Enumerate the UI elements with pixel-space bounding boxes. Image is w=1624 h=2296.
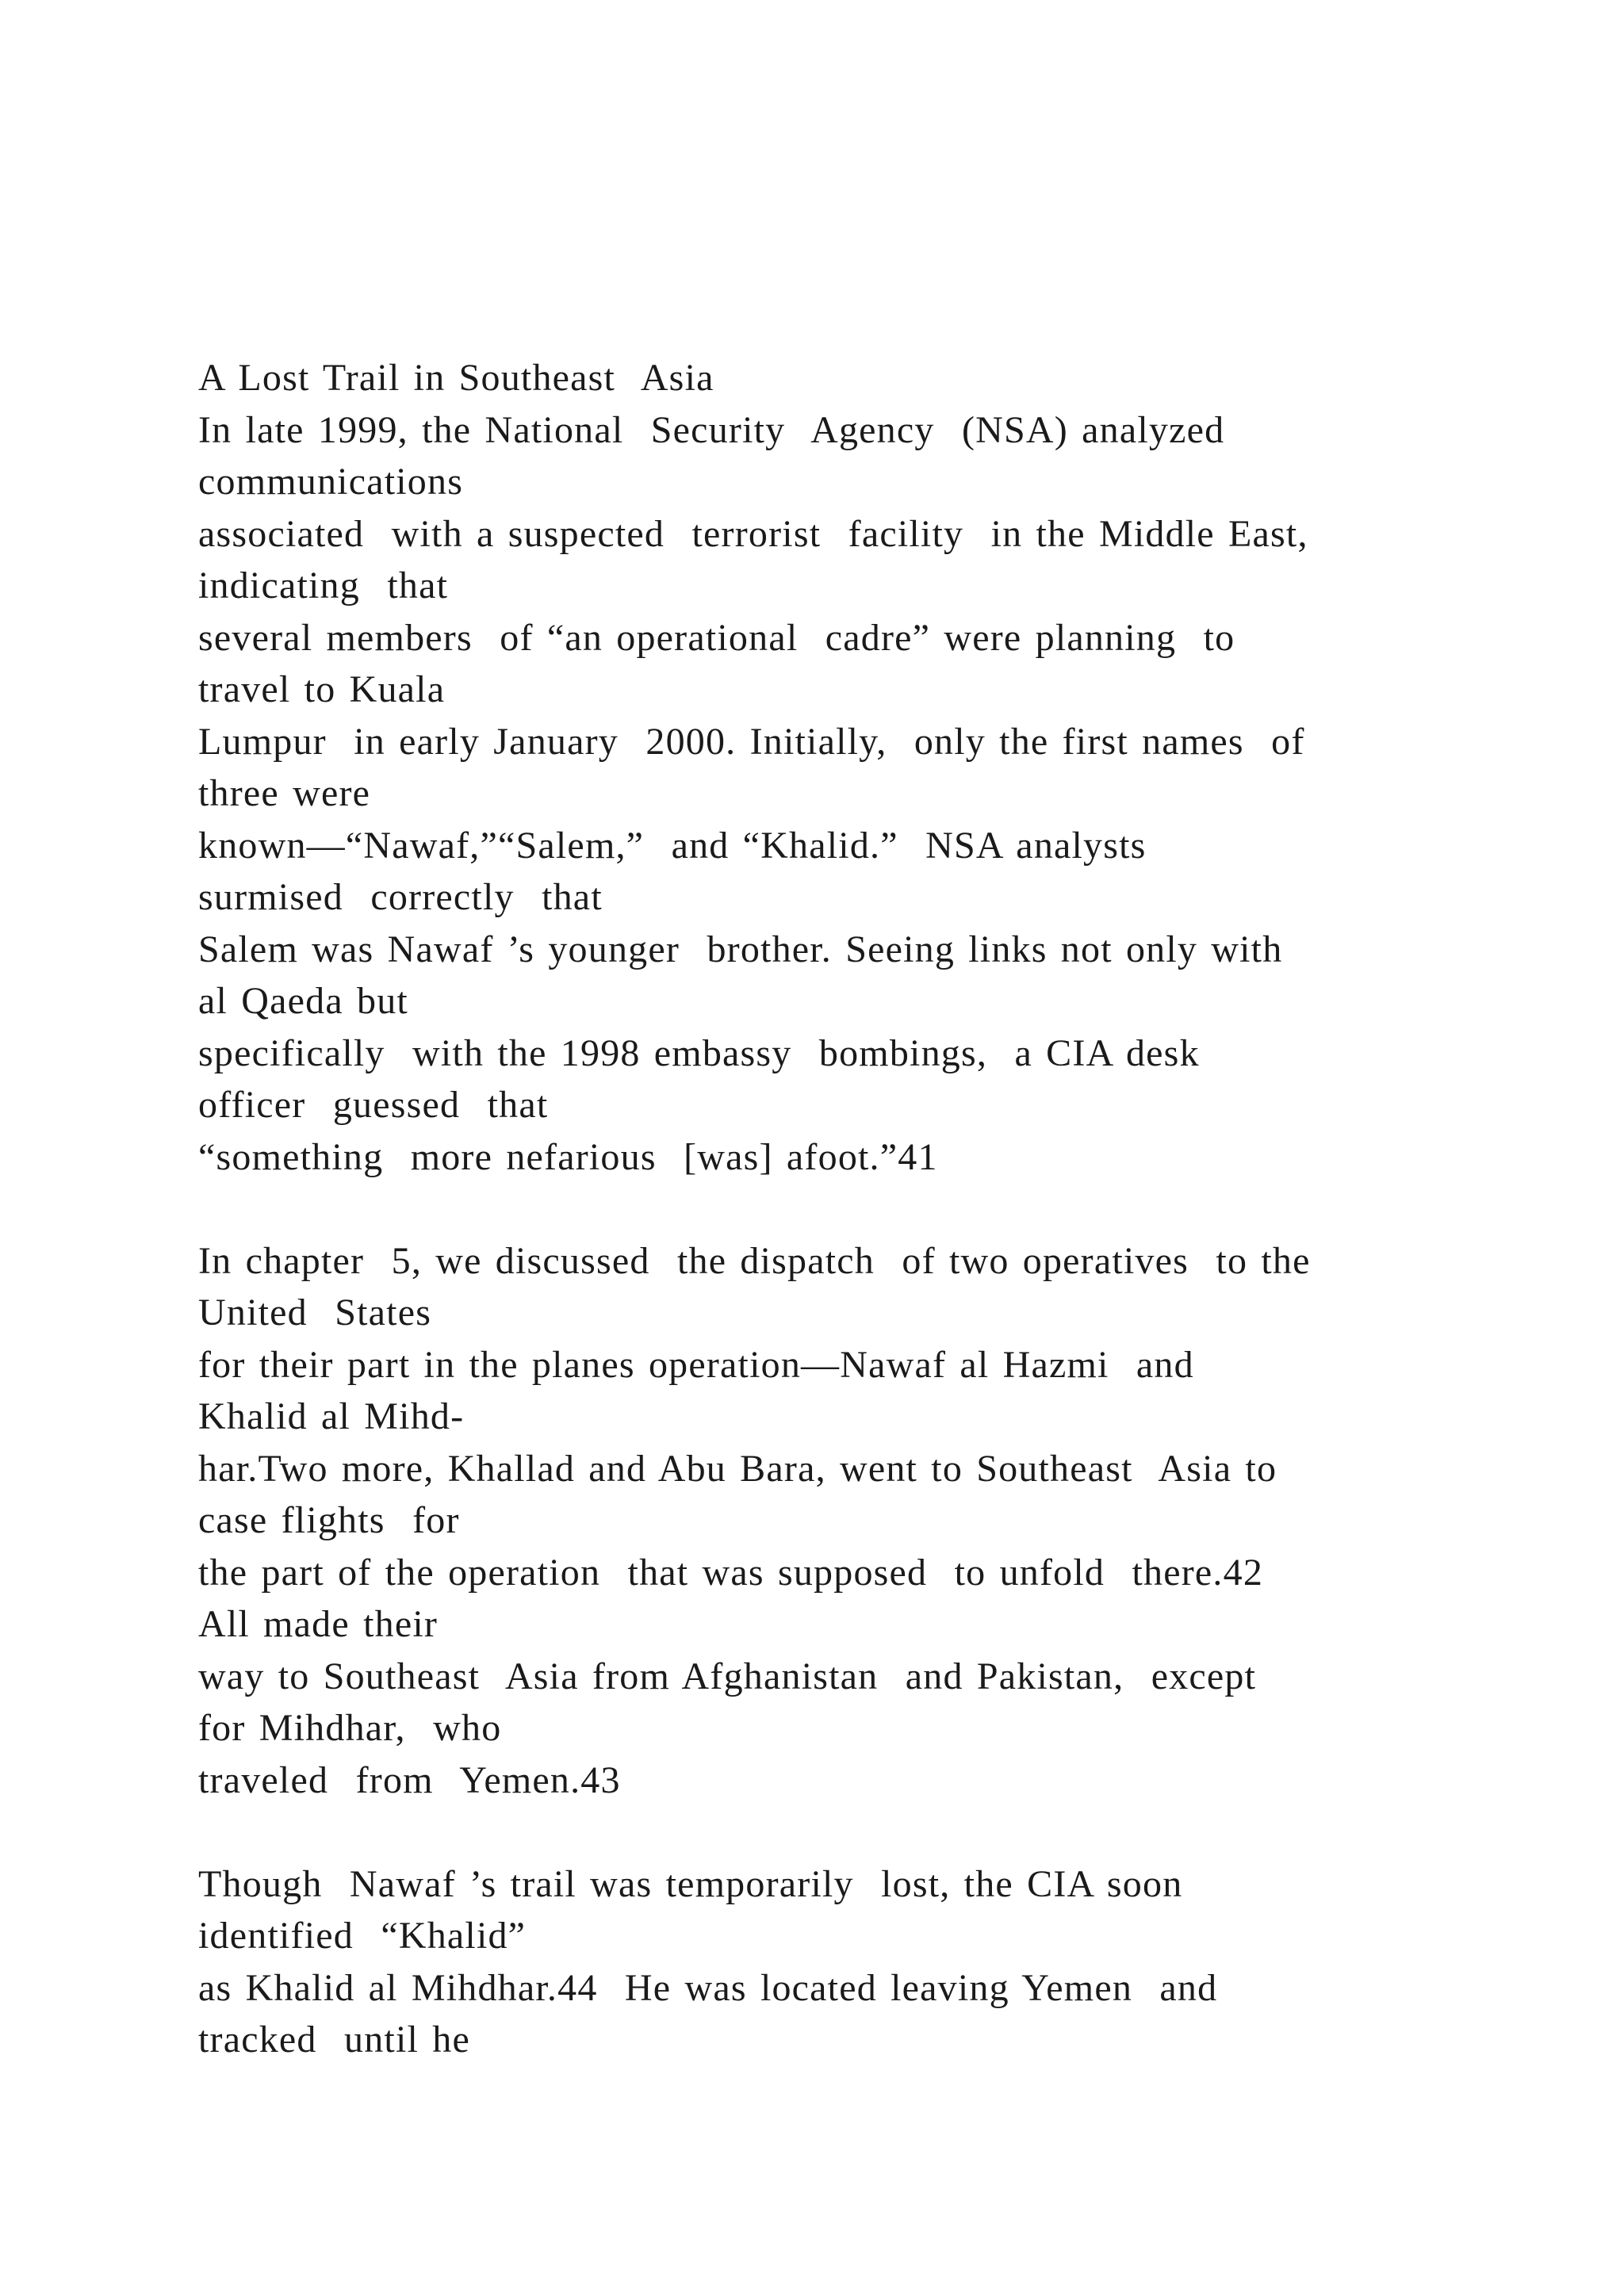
text-line: for Mihdhar, who bbox=[198, 1707, 502, 1749]
document-title: A Lost Trail in Southeast Asia bbox=[198, 357, 714, 399]
text-line: three were bbox=[198, 772, 371, 814]
text-line: “something more nefarious [was] afoot.”41 bbox=[198, 1135, 938, 1178]
text-line: In late 1999, the National Security Agency (NSA) analyzed bbox=[198, 408, 1225, 451]
text-line: traveled from Yemen.43 bbox=[198, 1758, 621, 1801]
text-line: Though Nawaf ’s trail was temporarily lost, the CIA soon bbox=[198, 1862, 1183, 1905]
text-line: surmised correctly that bbox=[198, 876, 603, 918]
text-line: United States bbox=[198, 1292, 432, 1334]
text-line: known—“Nawaf,”“Salem,” and “Khalid.” NSA analysts bbox=[198, 824, 1147, 867]
text-line: as Khalid al Mihdhar.44 He was located leaving Yemen and bbox=[198, 1966, 1218, 2009]
text-line: Khalid al Mihd- bbox=[198, 1395, 465, 1437]
paragraph-2 bbox=[198, 1235, 1515, 1807]
text-line: specifically with the 1998 embassy bombings, a CIA desk bbox=[198, 1031, 1200, 1074]
paragraph-spacer bbox=[198, 1806, 1515, 1858]
paragraph-3 bbox=[198, 1858, 1515, 2066]
text-line: Salem was Nawaf ’s younger brother. Seeing links not only with bbox=[198, 928, 1283, 970]
text-line: Lumpur in early January 2000. Initially, only the first names of bbox=[198, 720, 1305, 763]
text-line: for their part in the planes operation—Nawaf al Hazmi and bbox=[198, 1343, 1194, 1386]
text-line: communications bbox=[198, 461, 464, 503]
text-line: several members of “an operational cadre” were planning to bbox=[198, 616, 1235, 659]
text-line: In chapter 5, we discussed the dispatch of two operatives to the bbox=[198, 1239, 1311, 1282]
text-line: har.Two more, Khallad and Abu Bara, went to Southeast Asia to bbox=[198, 1447, 1277, 1490]
text-line: identified “Khalid” bbox=[198, 1915, 527, 1957]
text-line: al Qaeda but bbox=[198, 980, 408, 1022]
text-line: associated with a suspected terrorist facility in the Middle East, bbox=[198, 512, 1308, 555]
text-line: travel to Kuala bbox=[198, 668, 446, 710]
paragraph-1 bbox=[198, 404, 1515, 1184]
text-line: officer guessed that bbox=[198, 1084, 549, 1126]
document-body bbox=[198, 352, 1515, 2066]
text-line: way to Southeast Asia from Afghanistan and Pakistan, except bbox=[198, 1655, 1257, 1697]
text-line: tracked until he bbox=[198, 2019, 470, 2061]
text-line: case flights for bbox=[198, 1499, 460, 1541]
text-line: the part of the operation that was supposed to unfold there.42 bbox=[198, 1551, 1264, 1594]
text-line: indicating that bbox=[198, 564, 449, 607]
text-line: All made their bbox=[198, 1603, 439, 1645]
paragraph-spacer bbox=[198, 1183, 1515, 1235]
